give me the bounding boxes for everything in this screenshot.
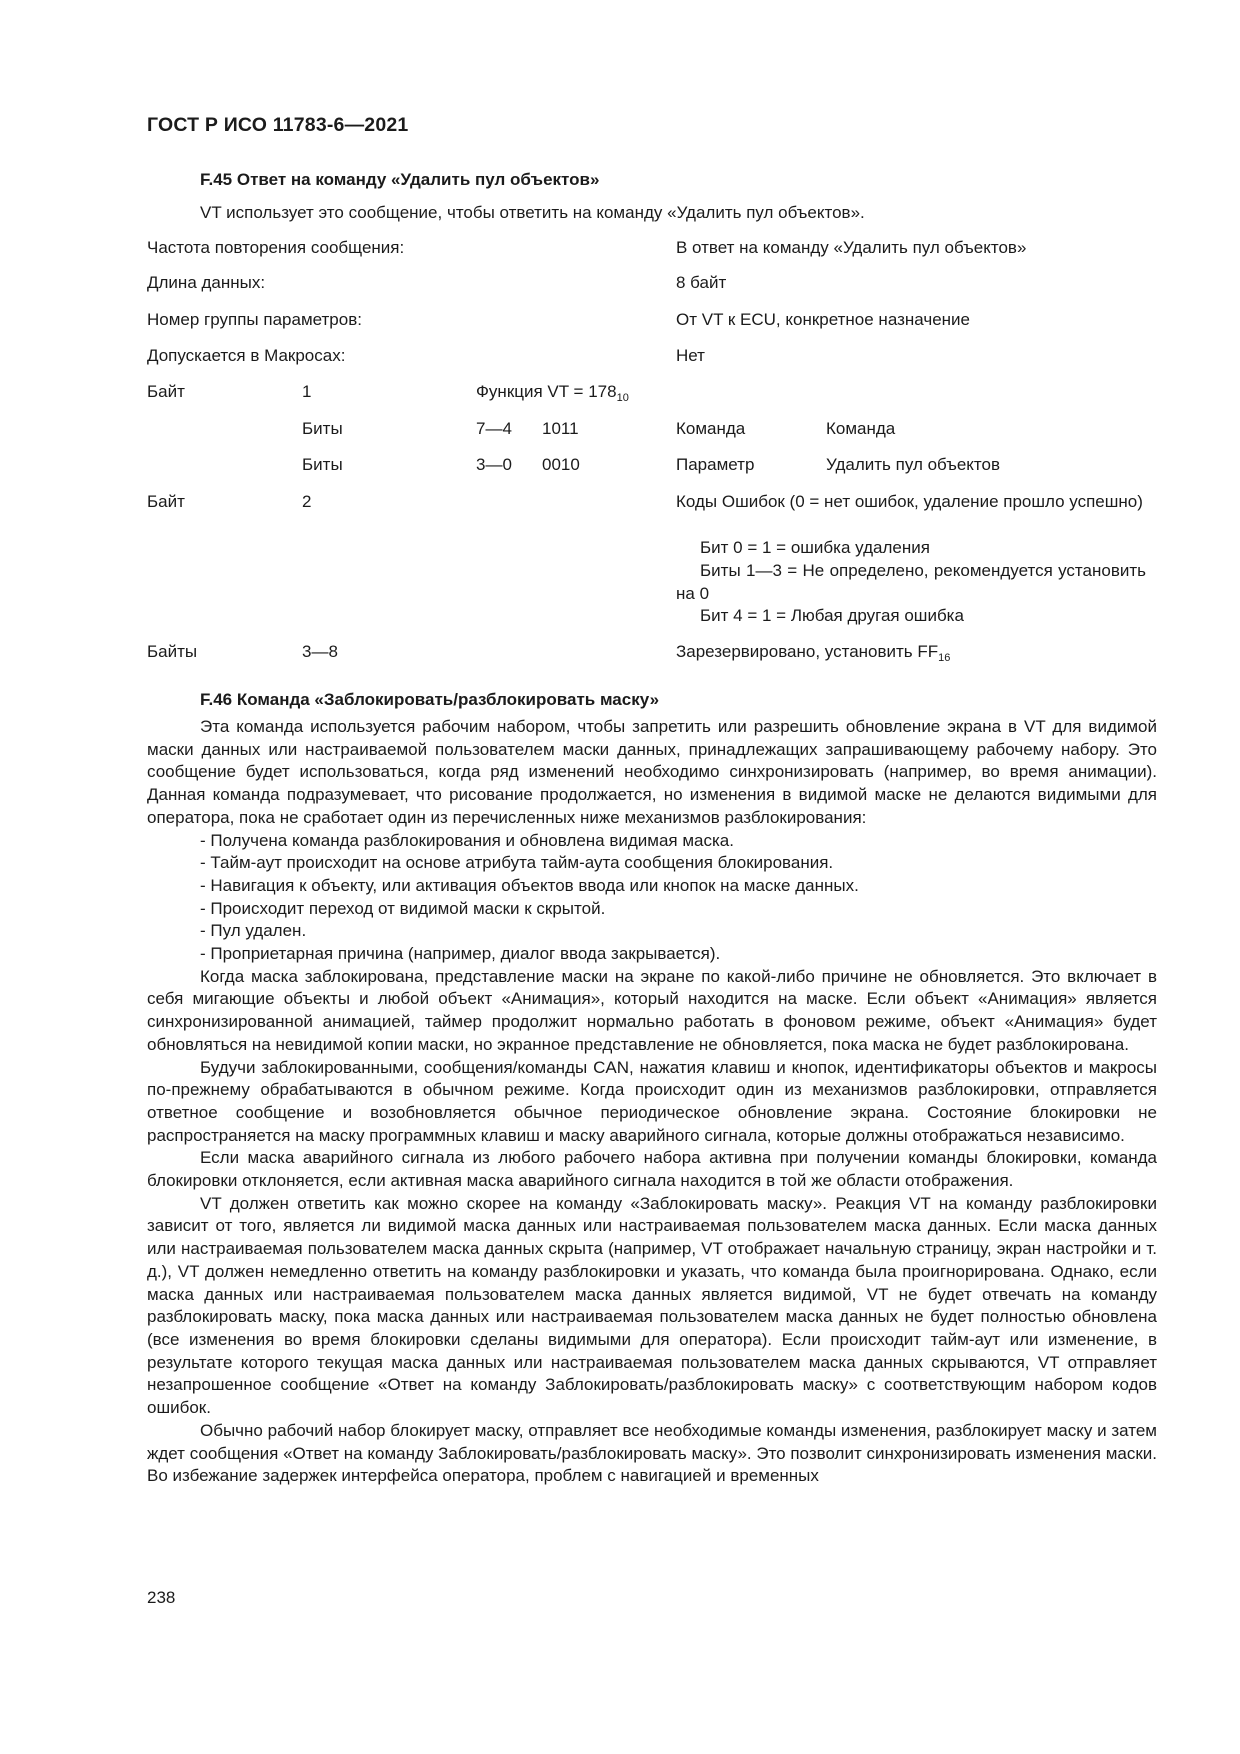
byte-label: Байты [147,642,198,661]
section-title-f45: F.45 Ответ на команду «Удалить пул объектов» [200,170,600,189]
prop-label: Допускается в Макросах: [147,346,346,365]
unlock-mechanisms-list [147,830,1157,966]
byte-label: Байт [147,382,185,401]
paragraph: Эта команда используется рабочим набором, чтобы запретить или разрешить обновление экрана в VT для видимой маски данных или настраиваемой пользователем маски данных, принадлежащих запрашивающему рабочему набору. Это сообщение будет использоваться, когда ряд изменений необходимо синхронизировать (например, во время анимации). Данная команда подразумевает, что рисование продолжается, но изменения в видимой маске не делаются видимыми для оператора, пока не сработает один из перечисленных ниже механизмов разблокирования: [147,717,1157,827]
document-header: ГОСТ Р ИСО 11783-6—2021 [147,114,409,136]
paragraph: Обычно рабочий набор блокирует маску, отправляет все необходимые команды изменения, разблокирует маску и затем ждет сообщения «Ответ на команду Заблокировать/разблокировать маску». Это позволит синхронизировать изменения маски. Во избежание задержек интерфейса оператора, проблем с навигацией и временных [147,1420,1158,1486]
prop-value: Нет [676,346,705,365]
list-item: - Происходит переход от видимой маски к скрытой. [200,898,606,918]
byte-function: Функция VT = $178_{10}$ [476,382,629,404]
bit-definition: Бит 0 = 1 = ошибка удаления [700,538,930,557]
list-item: - Тайм-аут происходит на основе атрибута тайм-аута сообщения блокирования. [200,853,834,873]
section-intro-f45: VT использует это сообщение, чтобы ответить на команду «Удалить пул объектов». [200,203,865,222]
prop-label: Длина данных: [147,273,266,292]
bits-name: Параметр [676,455,755,474]
prop-value: В ответ на команду «Удалить пул объектов» [676,238,1027,257]
section-body-f46 [147,716,1157,1488]
bits-range: 7—4 [476,419,512,438]
list-item: - Навигация к объекту, или активация объектов ввода или кнопок на маске данных. [200,875,859,895]
bits-label: Биты [302,419,343,438]
bits-range: 3—0 [476,455,512,474]
bits-description: Команда [826,419,896,438]
byte-label: Байт [147,492,185,511]
prop-value: От VT к ECU, конкретное назначение [676,310,970,329]
paragraph: Если маска аварийного сигнала из любого рабочего набора активна при получении команды блокировки, команда блокировки отклоняется, если активная маска аварийного сигнала находится в той же области отображения. [147,1148,1157,1191]
byte-number: 1 [302,382,312,401]
bits-name: Команда [676,419,746,438]
bit-definition: Бит 4 = 1 = Любая другая ошибка [700,606,964,625]
section-title-f46: F.46 Команда «Заблокировать/разблокировать маску» [200,690,660,709]
prop-value: 8 байт [676,273,727,292]
page-number: 238 [147,1588,176,1607]
prop-label: Частота повторения сообщения: [147,238,405,257]
paragraph: VT должен ответить как можно скорее на команду «Заблокировать маску». Реакция VT на команду разблокировки зависит от того, является ли видимой маска данных или настраиваемая пользователем маска данных. Если маска данных или настраиваемая пользователем маска данных скрыта (например, VT отображает начальную страницу, экран настройки и т. д.), VT должен немедленно ответить на команду разблокировки и указать, что команда была проигнорирована. Однако, если маска данных или настраиваемая пользователем маска данных является видимой, VT не будет отвечать на команду разблокировать маску, пока маска данных или настраиваемая пользователем маска данных не будет полностью обновлена (все изменения во время блокировки сделаны видимыми для оператора). Если происходит тайм-аут или изменение, в результате которого текущая маска данных или настраиваемая пользователем маска данных скрываются, VT отправляет незапрошенное сообщение «Ответ на команду Заблокировать/разблокировать маску» с соответствующим набором кодов ошибок. [147,1193,1157,1418]
bits-value: 0010 [542,455,580,474]
prop-label: Номер группы параметров: [147,310,362,329]
byte-number: 2 [302,492,312,511]
byte-number: 3—8 [302,642,338,661]
bits-value: 1011 [542,419,579,438]
paragraph: Будучи заблокированными, сообщения/команды CAN, нажатия клавиш и кнопок, идентификаторы объектов и макросы по-прежнему обрабатываются в обычном режиме. Когда происходит один из механизмов разблокировки, отправляется ответное сообщение и возобновляется обычное периодическое обновление экрана. Состояние блокировки не распространяется на маску программных клавиш и маску аварийного сигнала, которые должны отображаться независимо. [147,1057,1157,1145]
list-item: - Пул удален. [200,921,307,941]
paragraph: Когда маска заблокирована, представление маски на экране по какой-либо причине не обновляется. Это включает в себя мигающие объекты и любой объект «Анимация», который находится на маске. Если объект «Анимация» является синхронизированной анимацией, таймер продолжит нормально работать в фоновом режиме, объект «Анимация» будет обновляться на невидимой копии маски, но экранное представление не обновляется, пока маска не будет разблокирована. [147,966,1157,1054]
byte-description: Зарезервировано, установить $FF_{16}$ [676,642,951,664]
byte-description: Коды Ошибок (0 = нет ошибок, удаление прошло успешно) [676,492,1143,511]
list-item: - Проприетарная причина (например, диалог ввода закрывается). [200,944,721,964]
bit-definition: Биты 1—3 = Не определено, рекомендуется установить на 0 [676,561,1146,603]
list-item: - Получена команда разблокирования и обновлена видимая маска. [200,830,734,850]
bits-label: Биты [302,455,343,474]
bits-description: Удалить пул объектов [826,455,1001,474]
